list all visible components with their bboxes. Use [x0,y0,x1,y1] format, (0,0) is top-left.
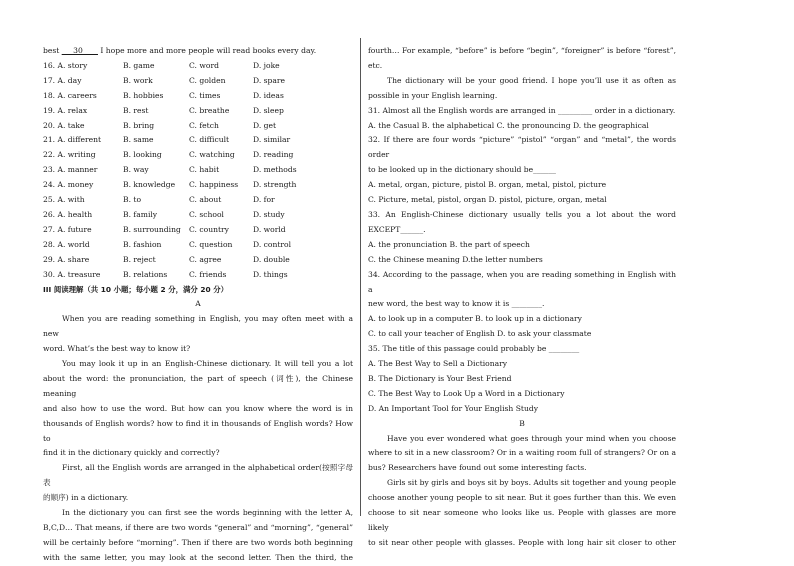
passage-b-line: Have you ever wondered what goes through your mind when you choose [387,433,676,443]
question-32-options: C. Picture, metal, pistol, organ D. pistol, picture, organ, metal [368,195,607,205]
option-d: D. world [253,224,286,234]
option-a: 25. A. with [43,195,85,205]
question-34-options: A. to look up in a computer B. to look up in a dictionary [368,314,582,324]
option-d: D. things [253,269,288,279]
cloze-option-row [43,119,353,134]
question-33-options: A. the pronunciation B. the part of speech [368,239,530,249]
option-a: 23. A. manner [43,165,98,175]
cloze-tail-line [43,44,353,59]
question-33-stem-end: EXCEPT______. [368,224,426,234]
option-c: C. word [189,60,219,70]
option-b: B. bring [123,120,155,130]
cloze-option-row [43,89,353,104]
passage-b-line: Girls sit by girls and boys sit by boys. Adults sit together and young people [387,478,676,488]
option-a: 17. A. day [43,75,82,85]
passage-a-line: about the word: the pronunciation, the part of speech (词性), the Chinese meaning [43,373,353,398]
option-b: B. knowledge [123,180,176,190]
option-b: B. fashion [123,239,162,249]
option-a: 19. A. relax [43,105,88,115]
option-d: D. sleep [253,105,284,115]
passage-b-line: choose to sit near someone who looks like us. People with glasses are more likely [368,508,676,532]
option-b: B. family [123,209,158,219]
column-divider [360,38,361,516]
question-33-options: C. the Chinese meaning D.the letter numbers [368,254,543,264]
passage-b-line: bus? Researchers have found out some interesting facts. [368,463,587,473]
option-c: C. times [189,90,221,100]
option-a: 27. A. future [43,224,92,234]
option-b: B. hobbies [123,90,164,100]
passage-a-line: possible in your English learning. [368,90,498,100]
cloze-option-row [43,193,353,208]
passage-a-line: will be certainly before “morning”. Then if there are two words both beginning [43,537,353,547]
option-a: 21. A. different [43,135,102,145]
option-c: C. agree [189,254,222,264]
cloze-option-row [43,148,353,163]
option-c: C. happiness [189,180,239,190]
option-d: D. reading [253,150,294,160]
question-32-stem-end: to be looked up in the dictionary should be______ [368,165,556,175]
option-d: D. for [253,195,275,205]
question-32: 32. If there are four words “picture” “pistol” “organ” and “metal”, the words order [368,135,676,160]
option-c: C. friends [189,269,227,279]
option-c: C. difficult [189,135,230,145]
question-35-option: C. The Best Way to Look Up a Word in a Dictionary [368,388,565,398]
option-d: D. study [253,209,285,219]
passage-a-line: 的顺序) in a dictionary. [43,493,129,503]
option-b: B. looking [123,150,162,160]
cloze-text-end: I hope more and more people will read books every day. [97,46,317,55]
option-c: C. country [189,224,229,234]
option-c: C. fetch [189,120,219,130]
cloze-options-list [43,59,353,283]
question-35-option: A. The Best Way to Sell a Dictionary [368,359,508,369]
option-d: D. methods [253,165,297,175]
passage-a-line: In the dictionary you can first see the words beginning with the letter A, [62,508,353,518]
passage-a-label: A [195,299,201,309]
option-a: 22. A. writing [43,150,96,160]
cloze-option-row [43,178,353,193]
option-d: D. ideas [253,90,284,100]
cloze-option-row [43,238,353,253]
cloze-option-row [43,208,353,223]
passage-a-line: B,C,D… That means, if there are two words “general” and “morning”, “general” [43,523,353,532]
option-d: D. double [253,254,290,264]
option-c: C. breathe [189,105,230,115]
cloze-option-row [43,74,353,89]
cloze-text: best [43,46,62,55]
option-b: B. game [123,60,155,70]
cloze-option-row [43,133,353,148]
passage-a-line: find it in the dictionary quickly and correctly? [43,448,220,458]
option-c: C. school [189,209,224,219]
question-33: 33. An English-Chinese dictionary usually tells you a lot about the word [368,209,676,219]
question-31: 31. Almost all the English words are arranged in _________ order in a dictionary. [368,105,676,115]
option-c: C. watching [189,150,235,160]
passage-a-line: word. What’s the best way to know it? [43,344,191,354]
section-heading: III 阅读理解（共 10 小题；每小题 2 分，满分 20 分） [43,284,229,294]
passage-a-line: The dictionary will be your good friend. I hope you’ll use it as often as [387,75,676,85]
option-c: C. habit [189,165,220,175]
option-b: B. same [123,135,154,145]
passage-a-line: etc. [368,60,383,70]
option-a: 20. A. take [43,120,85,130]
question-35-option: D. An Important Tool for Your English Study [368,403,539,413]
cloze-blank-30: ___30____ [61,46,98,55]
cloze-option-row [43,223,353,238]
question-32-options: A. metal, organ, picture, pistol B. organ, metal, pistol, picture [368,180,607,190]
question-34-stem-end: new word, the best way to know it is ________. [368,299,545,309]
option-a: 26. A. health [43,209,93,219]
option-d: D. similar [253,135,291,145]
option-d: D. control [253,239,292,249]
option-c: C. golden [189,75,226,85]
question-34: 34. According to the passage, when you are reading something in English with a [368,269,676,294]
cloze-option-row [43,104,353,119]
option-d: D. spare [253,75,286,85]
passage-a-line: When you are reading something in English, you may often meet with a new [43,314,353,339]
option-b: B. relations [123,269,168,279]
question-35: 35. The title of this passage could probably be ________ [368,344,580,354]
passage-a-line: with the same letter, you may look at the second letter. Then the third, the [43,552,353,562]
left-column [43,44,353,566]
question-35-option: B. The Dictionary is Your Best Friend [368,373,512,383]
option-d: D. get [253,120,277,130]
cloze-option-row [43,163,353,178]
cloze-option-row [43,268,353,283]
option-d: D. strength [253,180,297,190]
option-c: C. question [189,239,233,249]
passage-b-line: where to sit in a new classroom? Or in a waiting room full of strangers? Or on a [368,448,676,458]
option-b: B. to [123,195,142,205]
passage-a-line: You may look it up in an English-Chinese dictionary. It will tell you a lot [62,359,353,369]
passage-a-line: thousands of English words? how to find it in thousands of English words? How to [43,418,353,443]
option-a: 28. A. world [43,239,90,249]
passage-a-line: fourth… For example, “before” is before “begin”, “foreigner” is before “forest”, [368,46,676,55]
question-31-options: A. the Casual B. the alphabetical C. the pronouncing D. the geographical [368,120,649,130]
option-a: 30. A. treasure [43,269,101,279]
passage-a-line: First, all the English words are arranged in the alphabetical order(按照字母表 [43,463,353,488]
option-a: 24. A. money [43,180,94,190]
passage-a-line: and also how to use the word. But how can you know where the word is in [43,403,353,413]
option-a: 18. A. careers [43,90,97,100]
right-column [368,44,676,551]
passage-b-line: to sit near other people with glasses. People with long hair sit closer to other [368,537,676,547]
option-a: 16. A. story [43,60,88,70]
option-c: C. about [189,195,222,205]
option-b: B. rest [123,105,149,115]
cloze-option-row [43,59,353,74]
option-b: B. reject [123,254,156,264]
passage-b-line: choose another young people to sit near. But it goes further than this. We even [368,493,676,503]
option-b: B. way [123,165,149,175]
cloze-option-row [43,253,353,268]
option-d: D. joke [253,60,280,70]
passage-b-label: B [519,418,525,428]
option-a: 29. A. share [43,254,90,264]
option-b: B. work [123,75,153,85]
option-b: B. surrounding [123,224,181,234]
question-34-options: C. to call your teacher of English D. to ask your classmate [368,329,592,339]
